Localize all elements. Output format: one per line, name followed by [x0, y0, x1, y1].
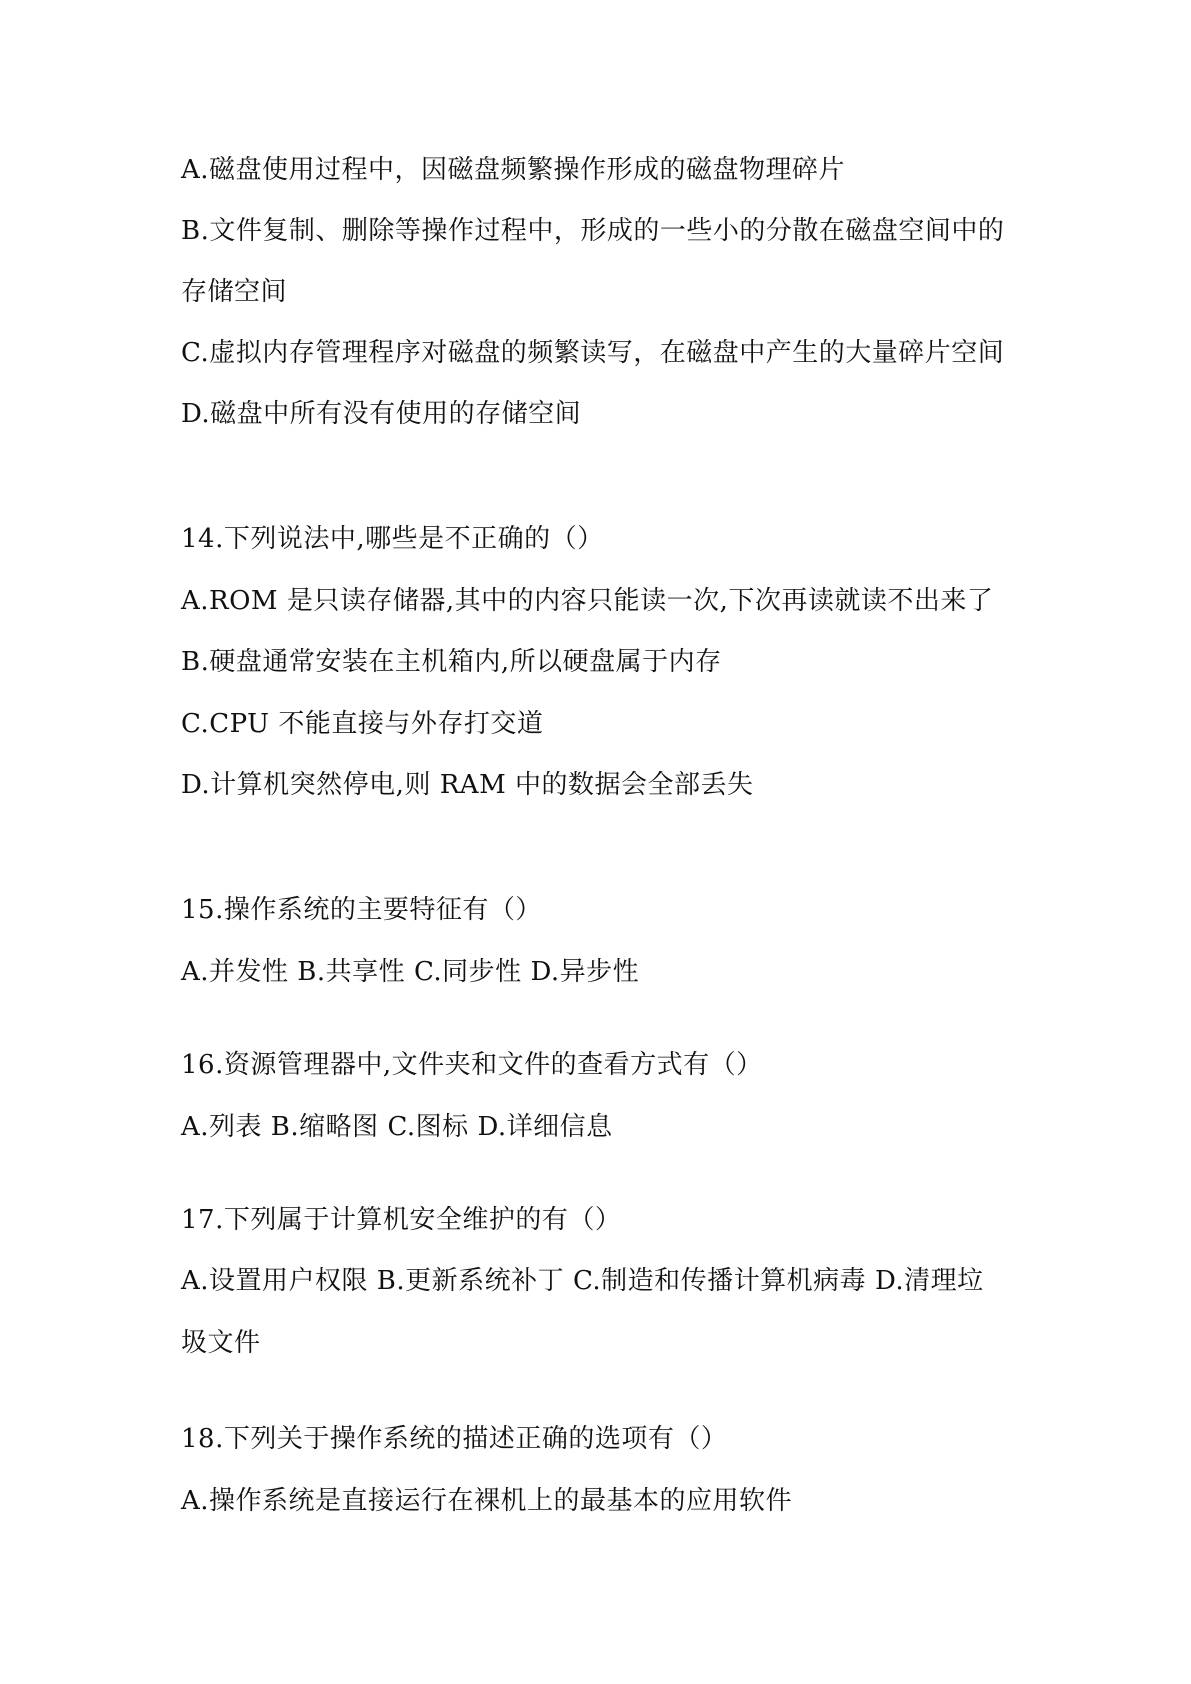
- q13-option-b-line2: 存储空间: [181, 277, 288, 307]
- q17-question: 17.下列属于计算机安全维护的有（）: [181, 1205, 622, 1235]
- q14-question: 14.下列说法中,哪些是不正确的（）: [181, 524, 604, 554]
- q13-option-a: A.磁盘使用过程中，因磁盘频繁操作形成的磁盘物理碎片: [181, 155, 846, 185]
- q18-question: 18.下列关于操作系统的描述正确的选项有（）: [181, 1424, 728, 1454]
- q17-options-line2: 圾文件: [181, 1328, 261, 1358]
- q13-option-c: C.虚拟内存管理程序对磁盘的频繁读写，在磁盘中产生的大量碎片空间: [181, 338, 1005, 368]
- q15-question: 15.操作系统的主要特征有（）: [181, 895, 542, 925]
- q14-option-a: A.ROM 是只读存储器,其中的内容只能读一次,下次再读就读不出来了: [181, 586, 994, 616]
- q16-question: 16.资源管理器中,文件夹和文件的查看方式有（）: [181, 1050, 763, 1080]
- q14-option-d: D.计算机突然停电,则 RAM 中的数据会全部丢失: [181, 770, 754, 800]
- q18-option-a: A.操作系统是直接运行在裸机上的最基本的应用软件: [181, 1486, 793, 1516]
- q15-options: A.并发性 B.共享性 C.同步性 D.异步性: [181, 957, 640, 987]
- q13-option-b-line1: B.文件复制、删除等操作过程中，形成的一些小的分散在磁盘空间中的: [181, 216, 1005, 246]
- q14-option-c: C.CPU 不能直接与外存打交道: [181, 709, 544, 739]
- q14-option-b: B.硬盘通常安装在主机箱内,所以硬盘属于内存: [181, 647, 722, 677]
- q16-options: A.列表 B.缩略图 C.图标 D.详细信息: [181, 1112, 613, 1142]
- q13-option-d: D.磁盘中所有没有使用的存储空间: [181, 399, 582, 429]
- q17-options-line1: A.设置用户权限 B.更新系统补丁 C.制造和传播计算机病毒 D.清理垃: [181, 1266, 984, 1296]
